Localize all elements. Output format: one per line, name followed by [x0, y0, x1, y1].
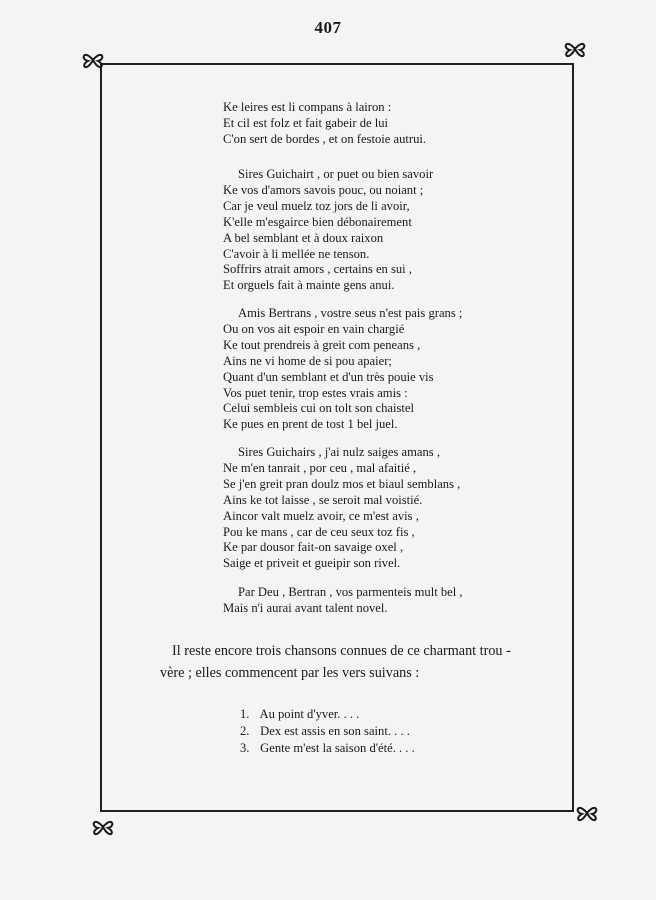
list-item-text: Au point d'yver. . . . — [259, 707, 360, 721]
verse-line: Vos puet tenir, trop estes vrais amis : — [223, 385, 408, 400]
stanza — [223, 306, 462, 433]
verse-line: Ke par dousor fait-on savaige oxel , — [223, 540, 404, 555]
verse-line: Amis Bertrans , vostre seus n'est pais grans ; — [238, 306, 463, 320]
page-number: 407 — [314, 18, 342, 37]
verse-line: Celui sembleis cui on tolt son chaistel — [223, 401, 414, 416]
list-item-number: 3. — [240, 741, 250, 755]
prose-line: Il reste encore trois chansons connues de ce charmant trou - — [172, 643, 511, 659]
corner-ornament-icon — [560, 34, 590, 64]
verse-line: Mais n'i aurai avant talent novel. — [223, 600, 388, 615]
list-item — [240, 740, 415, 757]
verse-line: Quant d'un semblant et d'un très pouie vis — [223, 369, 434, 384]
verse-line: Sires Guichairs , j'ai nulz saiges amans , — [238, 445, 440, 459]
verse-line: Aincor valt muelz avoir, ce m'est avis , — [223, 508, 419, 523]
list-item-number: 1. — [240, 707, 250, 721]
verse-line: Ke leires est li compans à lairon : — [223, 100, 392, 114]
verse-line: Saige et priveit et gueipir son rivel. — [223, 556, 401, 571]
stanza-envoi — [223, 585, 463, 617]
verse-line: C'on sert de bordes , et on festoie autrui. — [223, 131, 427, 146]
list-item — [240, 706, 415, 723]
list-item — [240, 723, 415, 740]
verse-line: Ke pues en prent de tost 1 bel juel. — [223, 417, 398, 432]
prose-line: vère ; elles commencent par les vers suivans : — [160, 665, 420, 681]
verse-line: Et cil est folz et fait gabeir de lui — [223, 115, 389, 130]
verse-line: Et orguels fait à mainte gens anui. — [223, 278, 395, 293]
stanza — [223, 167, 433, 294]
corner-ornament-icon — [78, 45, 108, 75]
verse-line: Car je veul muelz toz jors de li avoir, — [223, 198, 410, 213]
corner-ornament-icon — [572, 798, 602, 828]
list-item-text: Gente m'est la saison d'été. . . . — [260, 741, 415, 755]
verse-line: Se j'en greit pran doulz mos et biaul semblans , — [223, 476, 461, 491]
verse-line: Ains ne vi home de si pou apaier; — [223, 353, 392, 368]
verse-line: A bel semblant et à doux raixon — [223, 230, 384, 245]
verse-line: Soffrirs atrait amors , certains en sui , — [223, 262, 412, 277]
prose-paragraph — [160, 640, 540, 684]
verse-line: K'elle m'esgairce bien débonairement — [223, 214, 412, 229]
stanza — [223, 445, 460, 572]
verse-line: Pou ke mans , car de ceu seux toz fis , — [223, 524, 415, 539]
verse-line: Ne m'en tanrait , por ceu , mal afaitié , — [223, 460, 417, 475]
first-lines-list — [240, 706, 415, 757]
verse-line: Sires Guichairt , or puet ou bien savoir — [238, 167, 434, 181]
verse-line: C'avoir à li mellée ne tenson. — [223, 246, 370, 261]
verse-line: Ains ke tot laisse , se seroit mal voistié. — [223, 492, 423, 507]
stanza — [223, 100, 426, 148]
list-item-text: Dex est assis en son saint. . . . — [260, 724, 410, 738]
verse-line: Ke vos d'amors savois pouc, ou noiant ; — [223, 182, 424, 197]
verse-line: Ou on vos ait espoir en vain chargié — [223, 321, 405, 336]
verse-line: Par Deu , Bertran , vos parmenteis mult bel , — [238, 585, 463, 599]
list-item-number: 2. — [240, 724, 250, 738]
verse-line: Ke tout prendreis à greit com peneans , — [223, 337, 421, 352]
corner-ornament-icon — [88, 812, 118, 842]
